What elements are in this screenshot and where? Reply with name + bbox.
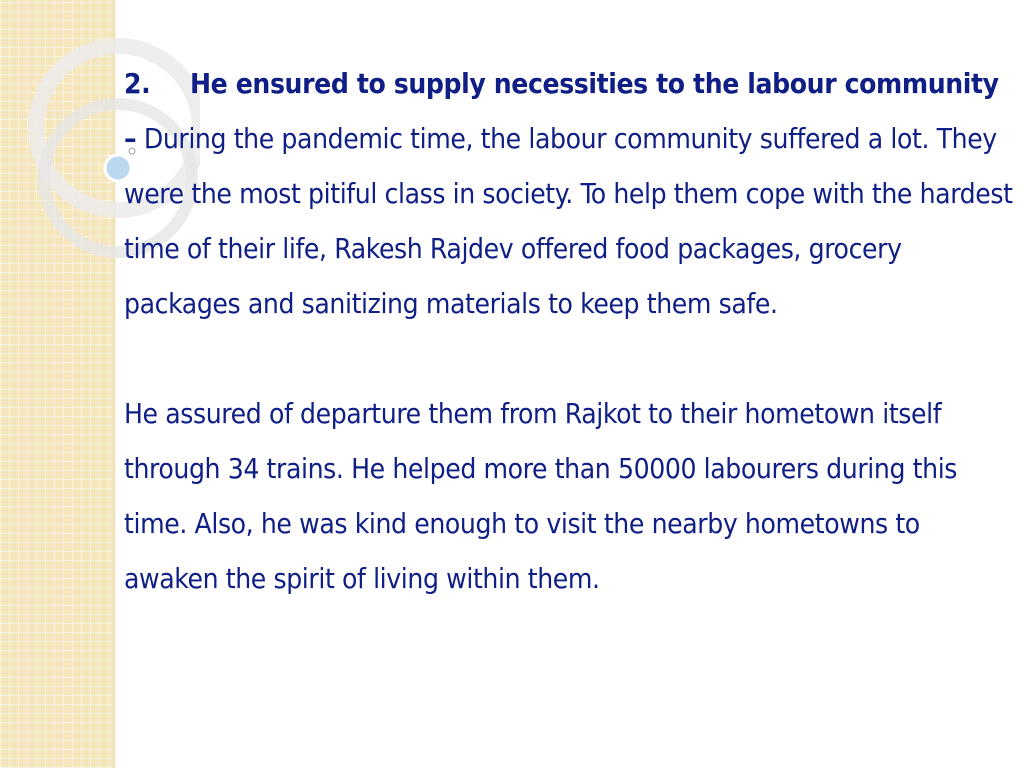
second-paragraph: He assured of departure them from Rajkot to their hometown itself through 34 trains. He helped more than 50000 labourers during this time. Also, he was kind enough to visit the nearby hometowns to awaken the spirit of living within them. <box>124 397 958 595</box>
point-number: 2. <box>124 67 151 100</box>
slide-content <box>124 56 1014 606</box>
point-paragraph <box>124 56 1014 331</box>
point-text: During the pandemic time, the labour community suffered a lot. They were the most pitiful class in society. To help them cope with the hardest time of their life, Rakesh Rajdev offered food packages, grocery packages and sanitizing materials to keep them safe. <box>124 122 1013 320</box>
point-heading: He ensured to supply necessities to the labour community – <box>124 67 999 155</box>
